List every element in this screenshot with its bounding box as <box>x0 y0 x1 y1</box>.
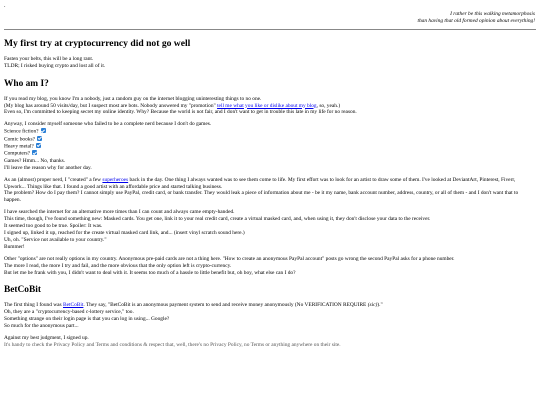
signup-paragraph <box>4 335 536 349</box>
checklist-item <box>4 128 536 135</box>
superheroes-text-tail: back in the day. One thing I always wanted was to see them come to life. My first effort was to look for an artist to draw some of them. I've looked at DeviantArt, Pinterest, Fiverr, Upwork... Things like that. I found a good artist with an affordable price and started talking business. <box>4 176 516 190</box>
about-paragraph <box>4 96 536 117</box>
masked-line-2: This time, though, I've found something new: Masked cards. You get one, link it to your real credit card, create a virtual masked card, and, when using it, they don't disclose your data to the receiver. <box>4 216 431 223</box>
masked-line-1: I have searched the internet for an alternative more times than I can count and always came empty-handed. <box>4 209 235 216</box>
intro-paragraph <box>4 56 536 70</box>
signup-line-2: It's handy to check the Privacy Policy and Terms and conditions & respect that, well, there's no Privacy Policy, no Terms or anything anywhere on their site. <box>4 342 341 349</box>
betcobit-link[interactable]: BetCoBit <box>63 302 84 309</box>
motto-line-2: than having that old formed opinion about everything! <box>417 17 535 24</box>
checklist-label: Comic books? <box>4 136 35 143</box>
about-line-2-text: (My blog has around 50 visits/day, but I suspect most are bots. Nobody answered my "promotion" <box>4 102 218 109</box>
options-line-3: But let me be frank with you, I didn't want to deal with it. It seems too much of a hassle to little benefit but, oh boy, what else can I do? <box>4 269 296 276</box>
top-mark: . <box>4 3 6 9</box>
intro-line-1: Fasten your belts, this will be a long rant. <box>4 55 94 62</box>
motto-line-1: I rather be this walking metamorphosis <box>450 11 535 17</box>
superheroes-text: As an (almost) proper nerd, I "created" a few <box>4 176 103 183</box>
section-heading-betcobit: BetCoBit <box>4 285 41 296</box>
masked-line-4: I signed up, linked it up, reached for the create virtual masked card link, and... (insert vinyl scratch sound here.) <box>4 230 245 237</box>
checkmark-icon <box>37 136 42 141</box>
sic-note: (sic) <box>367 302 378 309</box>
nerd-intro-line: Anyway, I consider myself someone who failed to be a complete nerd because I don't do games. <box>4 121 212 128</box>
intro-line-2: TLDR; I risked buying crypto and lost all of it. <box>4 62 106 69</box>
header-divider <box>4 29 536 30</box>
checkmark-icon <box>32 150 37 155</box>
about-line-2-tail: , so, yeah.) <box>316 102 341 109</box>
about-line-1: If you read my blog, you know I'm a nobody, just a random guy on the internet blogging uninteresting things to no one. <box>4 95 262 102</box>
section-heading-who-am-i: Who am I? <box>4 78 49 89</box>
masked-line-5: Uh, oh. "Service not available to your country." <box>4 236 107 243</box>
checklist-label: Heavy metal? <box>4 143 34 150</box>
betcobit-paragraph <box>4 302 536 330</box>
site-motto <box>4 11 535 25</box>
checkmark-icon <box>41 128 46 133</box>
masked-line-6: Bummer! <box>4 243 25 250</box>
superheroes-link[interactable]: superheroes <box>102 176 129 183</box>
betcobit-line-2: Oh, they are a "cryptocurrency-based c-lottery service," too. <box>4 309 134 316</box>
checklist-item <box>4 143 536 150</box>
checkmark-icon <box>36 143 41 148</box>
checklist-label: Computers? <box>4 150 31 157</box>
nerd-paragraph <box>4 121 536 171</box>
betcobit-text-end: )." <box>377 302 383 309</box>
reason-line: I'll leave the reason why for another day. <box>4 164 92 171</box>
about-line-3: Even so, I'm committed to keeping secret my online identity. Why? Because the world is not fair, and I don't want to get in trouble this late in my life for no reason. <box>4 109 357 116</box>
masked-cards-paragraph <box>4 209 536 250</box>
masked-line-3: It seemed too good to be true. Spoiler: It was. <box>4 223 103 230</box>
options-line-1: Other "options" are not really options in my country. Anonymous pre-paid cards are not a thing here. "How to create an anonymous PayPal account" posts go wrong the second PayPal asks for a phone number. <box>4 255 455 262</box>
options-paragraph <box>4 256 536 277</box>
payment-problem-text: The problem? How do I pay them? I cannot simply use PayPal, credit card, or bank transfer. They would leak a piece of information about me - be it my name, bank account number, address, country, or all of them - and I don't want that to happen. <box>4 190 519 204</box>
post-title: My first try at cryptocurrency did not go well <box>4 37 191 49</box>
options-line-2: The more I read, the more I try and fail, and the more obvious that the only option left is crypto-currency. <box>4 262 232 269</box>
betcobit-line-3: Something strange on their login page is that you can log in using... Google? <box>4 316 170 323</box>
checklist-item <box>4 150 536 157</box>
games-line: Games? Hmm... No, thanks. <box>4 157 66 164</box>
superheroes-paragraph <box>4 177 536 205</box>
betcobit-text-tail: . They say, "BetCoBit is an anonymous payment system to send and receive money anonymously (No VERIFICATION REQUIRE <box>83 302 368 309</box>
checklist-label: Science fiction? <box>4 128 39 135</box>
signup-line-1: Against my best judgment, I signed up. <box>4 335 89 342</box>
betcobit-line-4: So much for the anonymous part... <box>4 323 79 330</box>
betcobit-text: The first thing I found was <box>4 302 63 309</box>
feedback-link[interactable]: tell me what you like or dislike about my blog <box>217 102 317 109</box>
checklist-item <box>4 136 536 143</box>
